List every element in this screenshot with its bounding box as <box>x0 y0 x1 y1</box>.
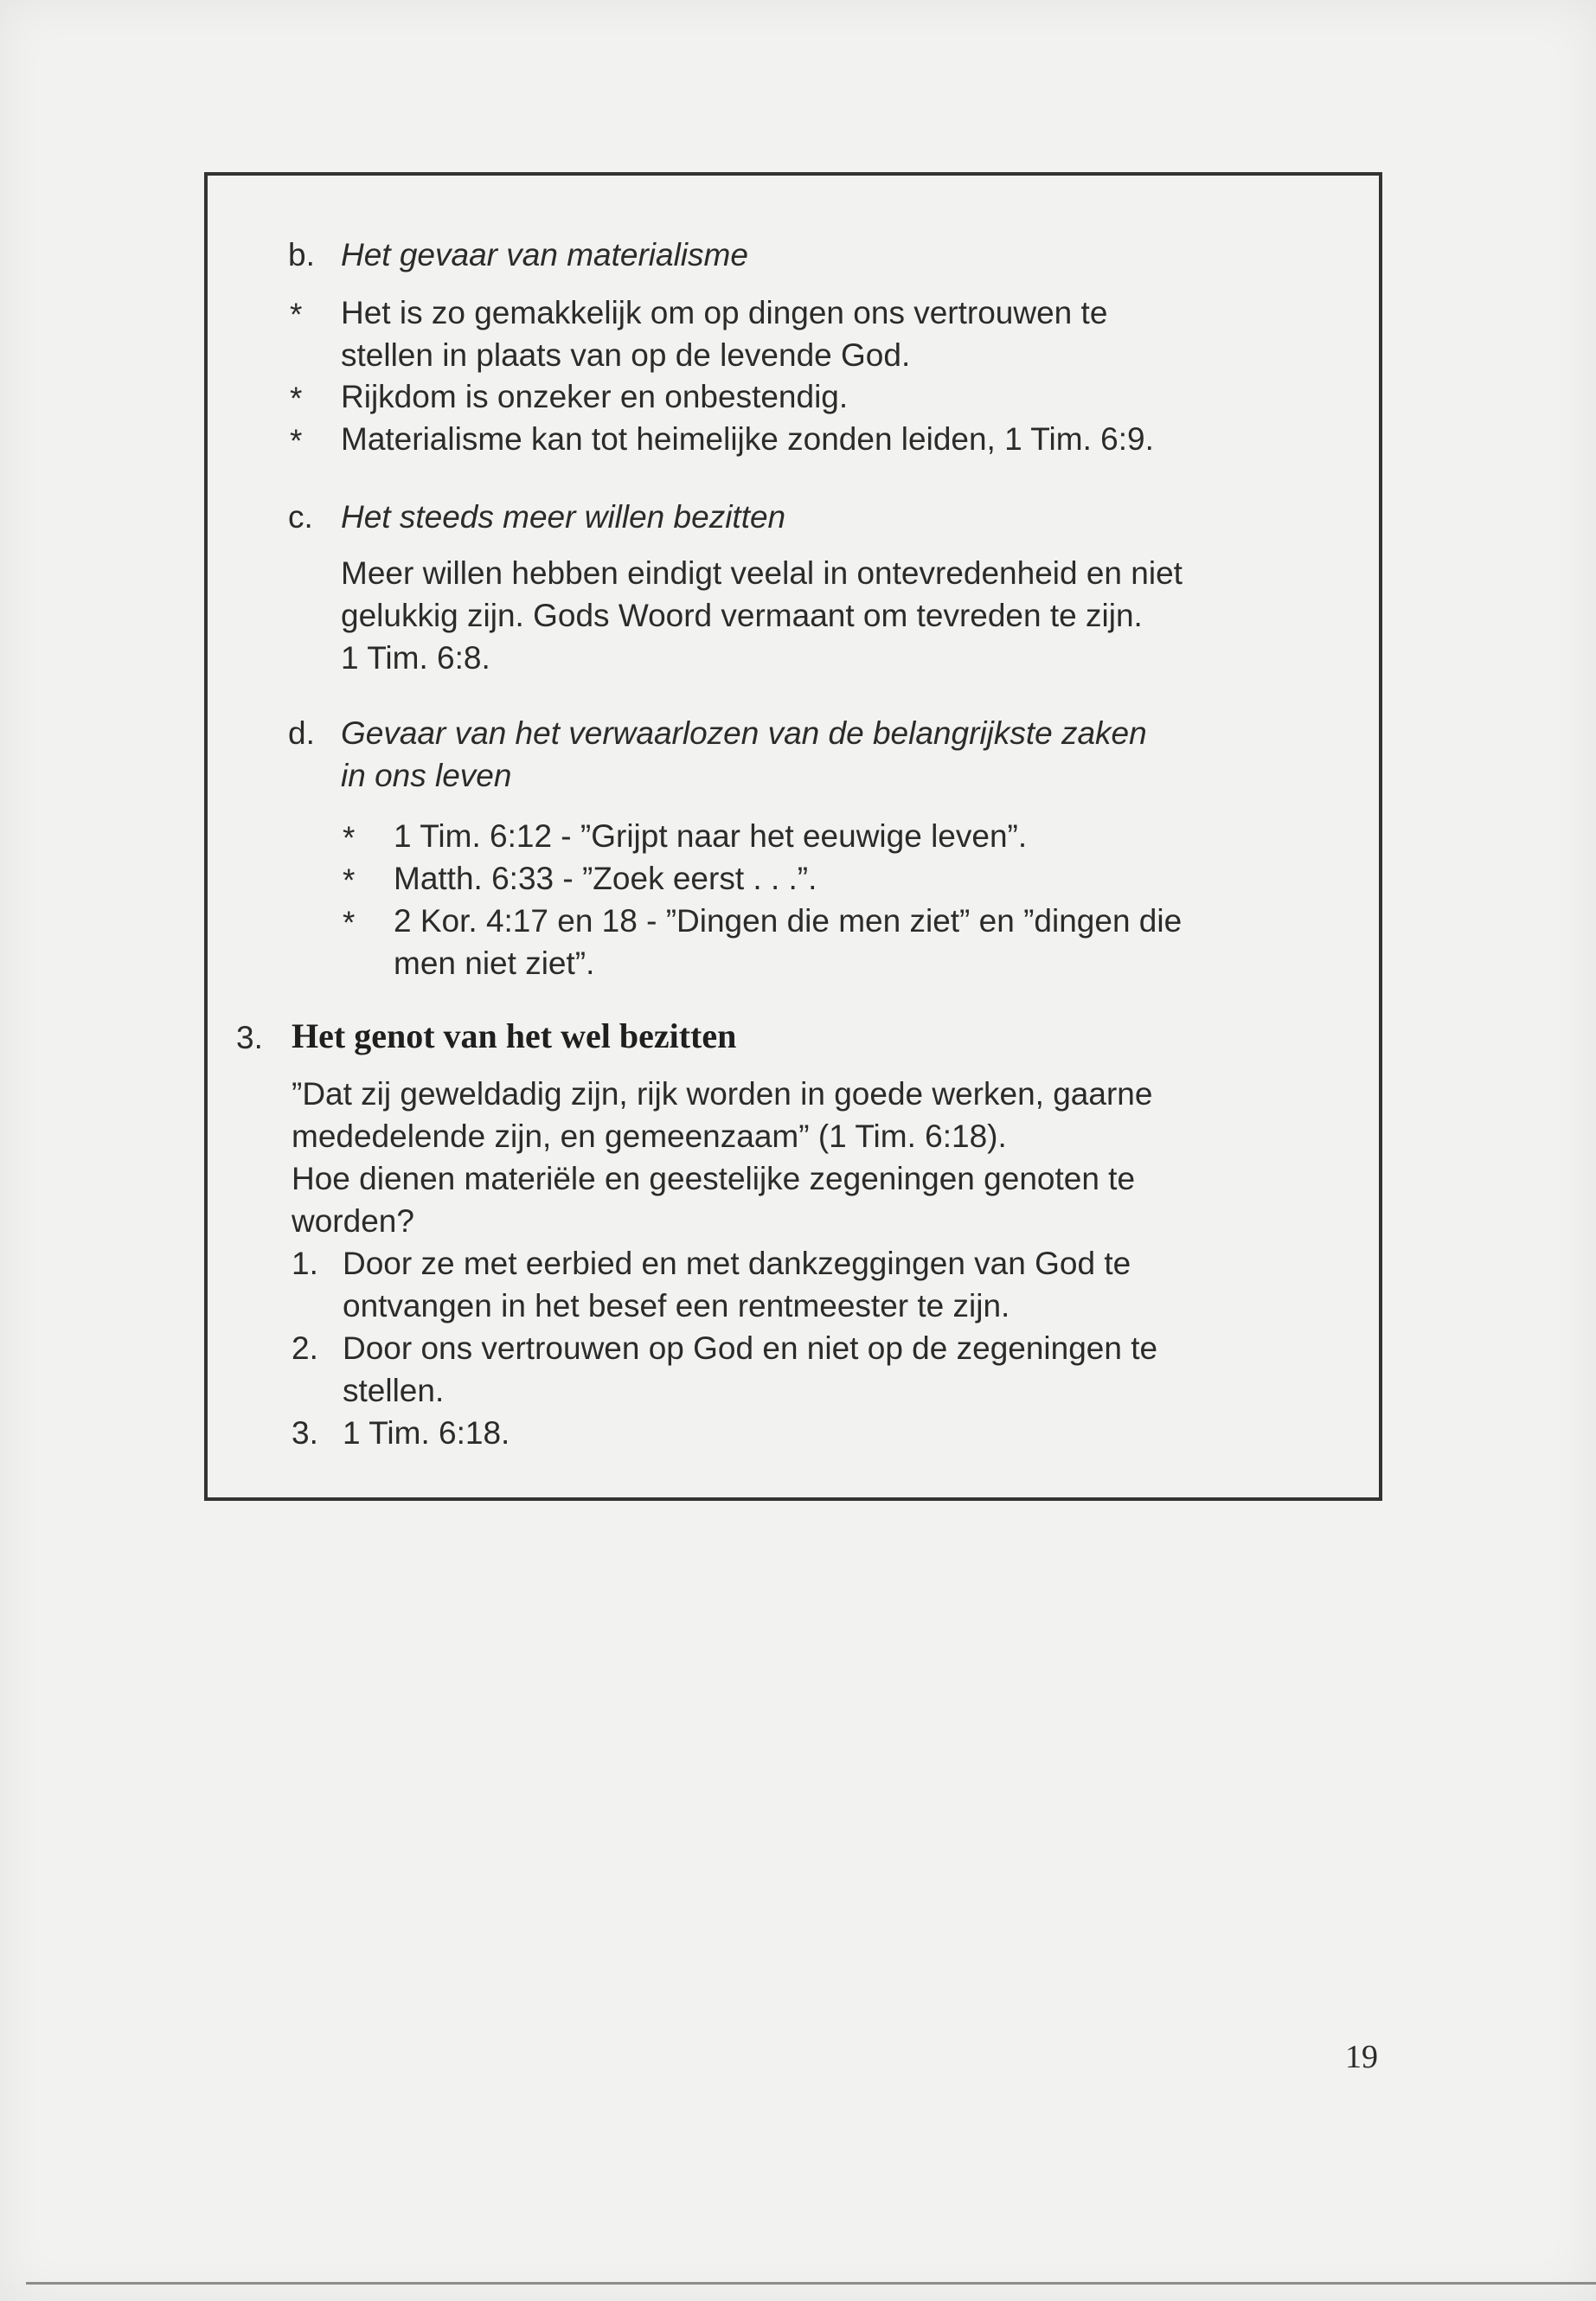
section-d-title-line-1: Gevaar van het verwaarlozen van de belangrijkste zaken <box>341 715 1147 751</box>
section-c-label: c. <box>288 499 313 535</box>
section-c-line-3: 1 Tim. 6:8. <box>341 640 490 676</box>
bullet-marker: * <box>290 297 303 332</box>
section-3-label: 3. <box>236 1020 263 1055</box>
section-3-list-2-line-2: stellen. <box>343 1373 445 1408</box>
section-c-title: Het steeds meer willen bezitten <box>341 499 786 535</box>
section-b-item-3: Materialisme kan tot heimelijke zonden leiden, 1 Tim. 6:9. <box>341 421 1154 457</box>
bullet-marker: * <box>343 905 356 940</box>
section-3-title: Het genot van het wel bezitten <box>292 1016 737 1055</box>
section-b-title: Het gevaar van materialisme <box>341 237 748 272</box>
section-3-list-1-line-2: ontvangen in het besef een rentmeester te zijn. <box>343 1288 1010 1324</box>
section-d-title-line-2: in ons leven <box>341 758 512 793</box>
list-number: 1. <box>292 1246 318 1281</box>
page-number: 19 <box>1345 2039 1378 2075</box>
section-d-label: d. <box>288 715 315 751</box>
section-3-list-1-line-1: Door ze met eerbied en met dankzeggingen van God te <box>343 1246 1131 1281</box>
section-d-item-2: Matth. 6:33 - ”Zoek eerst . . .”. <box>394 861 817 896</box>
section-d-item-3-line-1: 2 Kor. 4:17 en 18 - ”Dingen die men ziet” en ”dingen die <box>394 903 1183 939</box>
section-3-list-3: 1 Tim. 6:18. <box>343 1415 510 1451</box>
section-3-quote-line-2: mededelende zijn, en gemeenzaam” (1 Tim. 6:18). <box>292 1118 1007 1154</box>
section-3-quote-line-1: ”Dat zij geweldadig zijn, rijk worden in goede werken, gaarne <box>292 1076 1153 1112</box>
bullet-marker: * <box>343 820 356 856</box>
section-3-list-2-line-1: Door ons vertrouwen op God en niet op de zegeningen te <box>343 1330 1158 1366</box>
page-bottom-edge <box>26 2282 1596 2285</box>
bullet-marker: * <box>290 381 303 416</box>
section-d-item-1: 1 Tim. 6:12 - ”Grijpt naar het eeuwige leven”. <box>394 818 1028 854</box>
section-b-item-1-line-2: stellen in plaats van op de levende God. <box>341 337 911 373</box>
section-3-question-line-1: Hoe dienen materiële en geestelijke zegeningen genoten te <box>292 1161 1136 1196</box>
section-b-item-1-line-1: Het is zo gemakkelijk om op dingen ons vertrouwen te <box>341 295 1108 330</box>
section-c-line-1: Meer willen hebben eindigt veelal in ontevredenheid en niet <box>341 555 1183 591</box>
section-b-item-2: Rijkdom is onzeker en onbestendig. <box>341 379 849 414</box>
bullet-marker: * <box>290 423 303 458</box>
list-number: 3. <box>292 1415 318 1451</box>
section-b-label: b. <box>288 237 315 272</box>
bullet-marker: * <box>343 862 356 898</box>
section-d-item-3-line-2: men niet ziet”. <box>394 945 595 981</box>
section-3-question-line-2: worden? <box>292 1203 414 1239</box>
list-number: 2. <box>292 1330 318 1366</box>
section-c-line-2: gelukkig zijn. Gods Woord vermaant om tevreden te zijn. <box>341 598 1143 633</box>
